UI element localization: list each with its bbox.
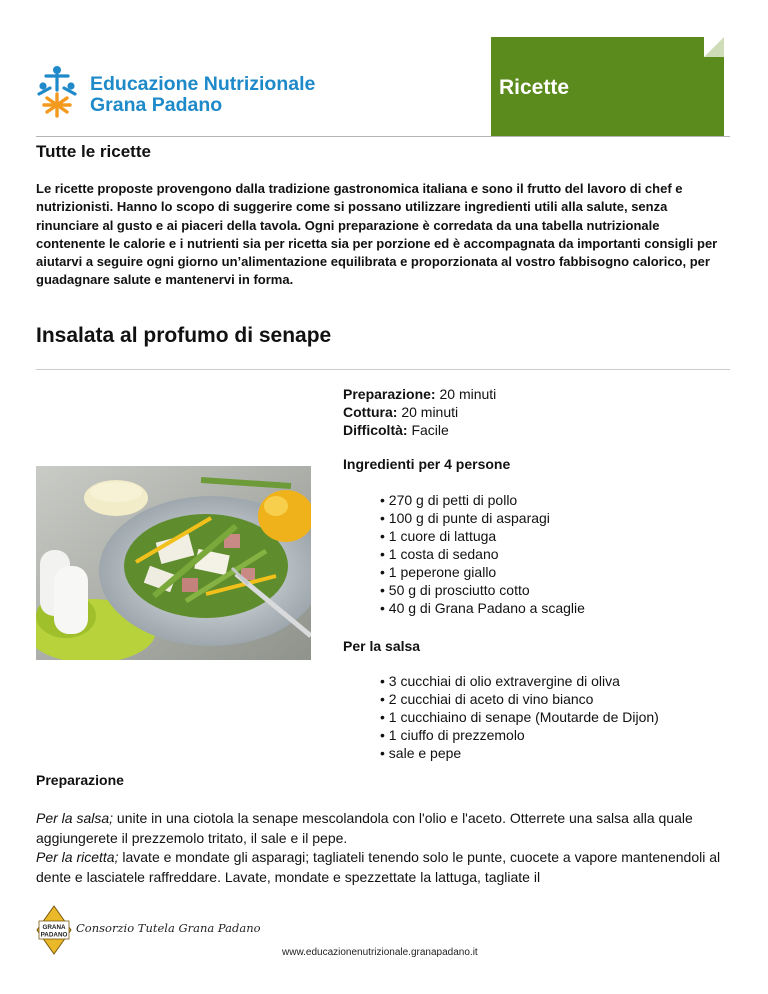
preparation-body-ricetta: lavate e mondate gli asparagi; tagliateli tenendo solo le punte, cuocete a vapore mantenendoli al dente e lasciatele raffreddare. Lavate, mondate e spezzettate la lattuga, tagliate il (36, 849, 721, 885)
list-item: • sale e pepe (380, 745, 462, 761)
ingredients-list (380, 491, 585, 617)
intro-paragraph: Le ricette proposte provengono dalla tradizione gastronomica italiana e sono il frutto del lavoro di chef e nutrizionisti. Hanno lo scopo di suggerire come si possano utilizzare ingredienti utili alla salute, senza rinunciare al gusto e ai piaceri della tavola. Ogni preparazione è corredata da una tabella nutrizionale contenente le calorie e i nutrienti sia per ricetta sia per porzione ed è accompagnata da importanti consigli per aiutarvi a seguire ogni giorno un’alimentazione equilibrata e proporzionata al vostro fabbisogno calorico, per guadagnare salute e mantenervi in forma. (36, 181, 718, 288)
list-item: • 1 ciuffo di prezzemolo (380, 727, 525, 743)
header-divider (36, 136, 730, 137)
recipe-meta (343, 385, 496, 439)
brand-name (90, 74, 315, 116)
list-item: • 1 cucchiaino di senape (Moutarde de Dijon) (380, 709, 659, 725)
meta-preparation (343, 385, 496, 403)
meta-difficolta-label: Difficoltà: (343, 422, 408, 438)
recipe-divider (36, 369, 730, 370)
meta-preparation-label: Preparazione: (343, 386, 436, 402)
list-item: • 100 g di punte di asparagi (380, 510, 550, 526)
list-item: • 1 costa di sedano (380, 546, 499, 562)
meta-difficolta (343, 421, 496, 439)
preparation-title: Preparazione (36, 772, 124, 788)
meta-preparation-value: 20 minuti (435, 386, 497, 402)
list-item: • 1 cuore di lattuga (380, 528, 497, 544)
page-fold-corner (704, 37, 724, 57)
meta-cottura-label: Cottura: (343, 404, 398, 420)
list-item: • 40 g di Grana Padano a scaglie (380, 600, 585, 616)
grana-padano-seal-icon (36, 905, 72, 955)
preparation-paragraph-salsa (36, 809, 730, 848)
website-url: www.educazionenutrizionale.granapadano.it (282, 947, 478, 958)
list-item: • 3 cucchiai di olio extravergine di oliva (380, 673, 620, 689)
brand-line-1: Educazione Nutrizionale (90, 73, 316, 95)
seal-text-padano: PADANO (40, 931, 68, 939)
meta-difficolta-value: Facile (407, 422, 449, 438)
list-item: • 270 g di petti di pollo (380, 492, 518, 508)
preparation-lead-salsa: Per la salsa; (36, 810, 114, 826)
meta-cottura (343, 403, 496, 421)
preparation-text (36, 809, 730, 887)
preparation-lead-ricetta: Per la ricetta; (36, 849, 119, 865)
meta-cottura-value: 20 minuti (397, 404, 459, 420)
recipe-title: Insalata al profumo di senape (36, 324, 332, 347)
consorzio-name: Consorzio Tutela Grana Padano (76, 921, 261, 935)
preparation-body-salsa: unite in una ciotola la senape mescolandola con l'olio e l'aceto. Otterrete una salsa alla quale aggiungerete il prezzemolo tritato, il sale e il pepe. (36, 810, 693, 846)
brand-line-2: Grana Padano (90, 94, 223, 116)
list-item: • 2 cucchiai di aceto di vino bianco (380, 691, 594, 707)
salad-photo (36, 466, 311, 660)
section-title: Tutte le ricette (36, 142, 151, 161)
salsa-list (380, 672, 659, 762)
ricette-tab-label: Ricette (499, 76, 570, 99)
salsa-title: Per la salsa (343, 638, 421, 654)
seal-text-grana: GRANA (42, 924, 66, 931)
preparation-paragraph-ricetta (36, 848, 730, 887)
educazione-nutrizionale-logo-icon (36, 64, 78, 118)
list-item: • 50 g di prosciutto cotto (380, 582, 530, 598)
ingredients-title: Ingredienti per 4 persone (343, 456, 511, 472)
list-item: • 1 peperone giallo (380, 564, 497, 580)
